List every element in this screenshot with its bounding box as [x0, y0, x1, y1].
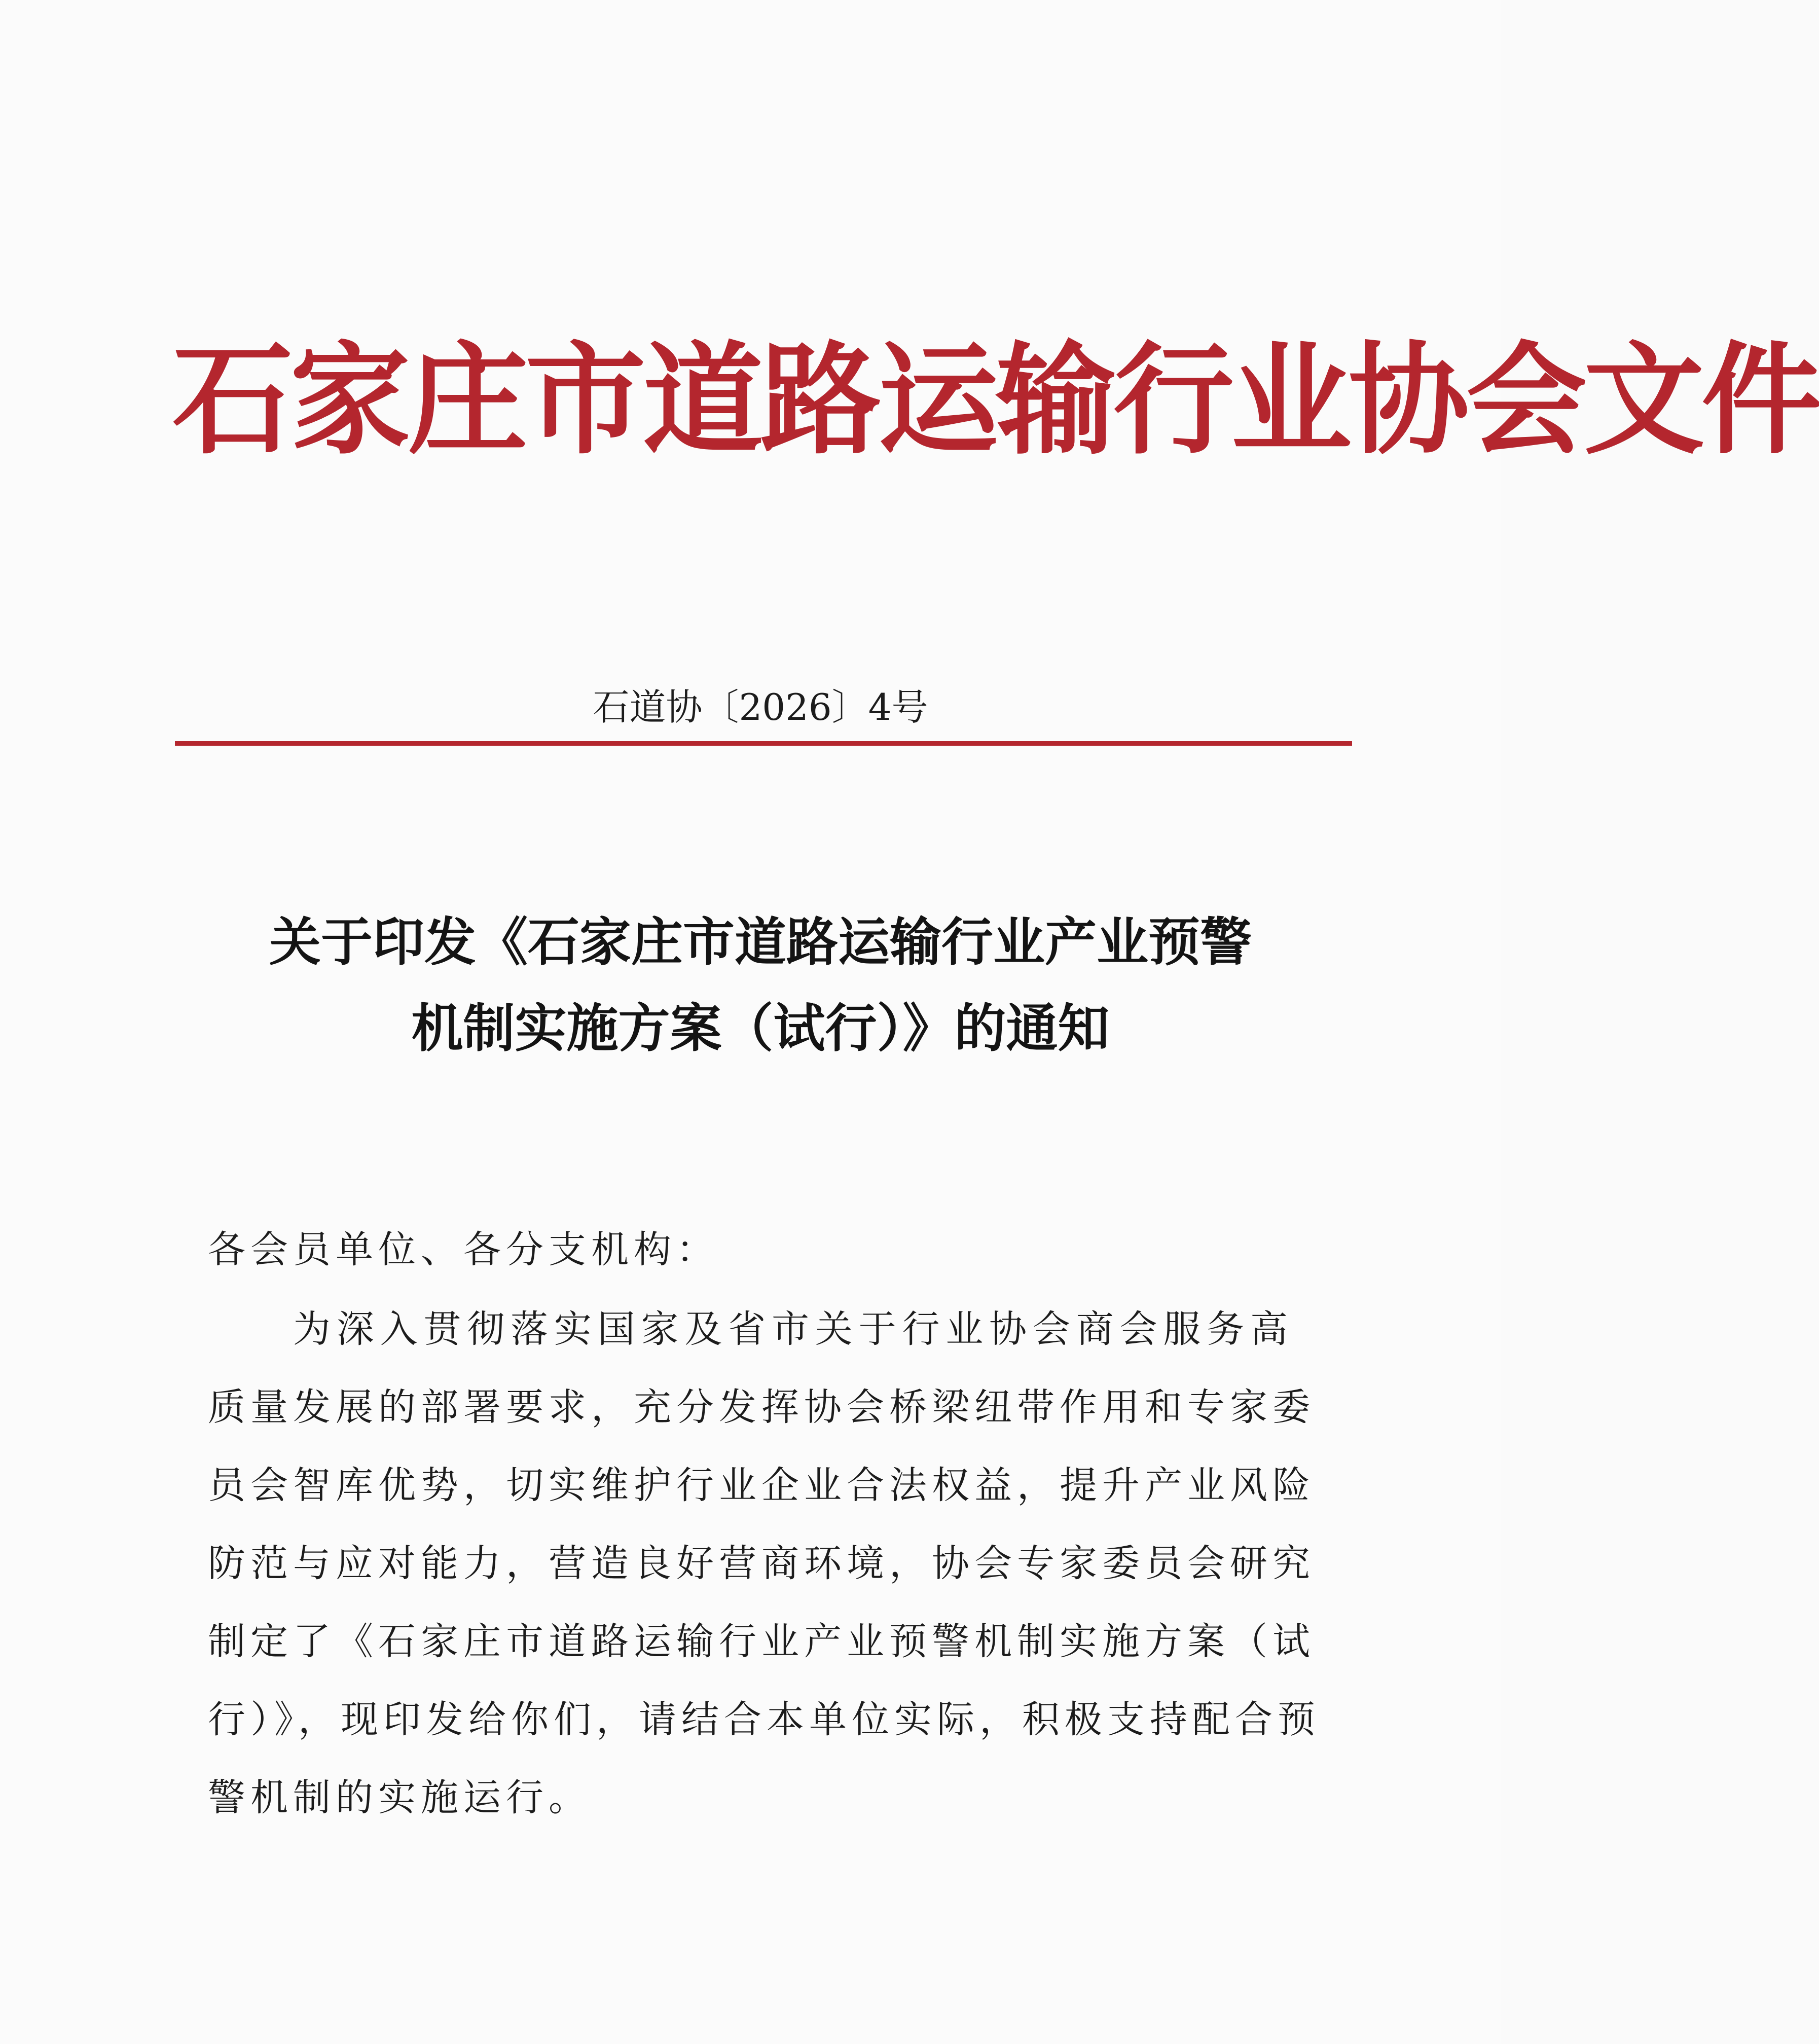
- red-divider-line: [175, 741, 1352, 746]
- body-line: 员会智库优势，切实维护行业企业合法权益，提升产业风险: [208, 1464, 1315, 1507]
- salutation: 各会员单位、各分支机构：: [208, 1228, 719, 1271]
- body-line: 为深入贯彻落实国家及省市关于行业协会商会服务高: [293, 1307, 1293, 1351]
- body-line: 质量发展的部署要求，充分发挥协会桥梁纽带作用和专家委: [208, 1385, 1315, 1429]
- body-line: 警机制的实施运行。: [208, 1776, 591, 1819]
- body-paragraph: [208, 1290, 1320, 1837]
- notice-title: [172, 900, 1349, 1072]
- document-number: 石道协〔2026〕4号: [593, 686, 928, 728]
- body-line: 行）》，现印发给你们，请结合本单位实际，积极支持配合预: [208, 1698, 1320, 1741]
- masthead-title: 石家庄市道路运输行业协会文件: [172, 330, 1819, 471]
- notice-title-line: 关于印发《石家庄市道路运输行业产业预警: [269, 912, 1252, 973]
- body-line: 制定了《石家庄市道路运输行业产业预警机制实施方案（试: [208, 1620, 1315, 1663]
- body-line: 防范与应对能力，营造良好营商环境，协会专家委员会研究: [208, 1542, 1315, 1585]
- notice-title-line: 机制实施方案（试行）》的通知: [411, 999, 1110, 1059]
